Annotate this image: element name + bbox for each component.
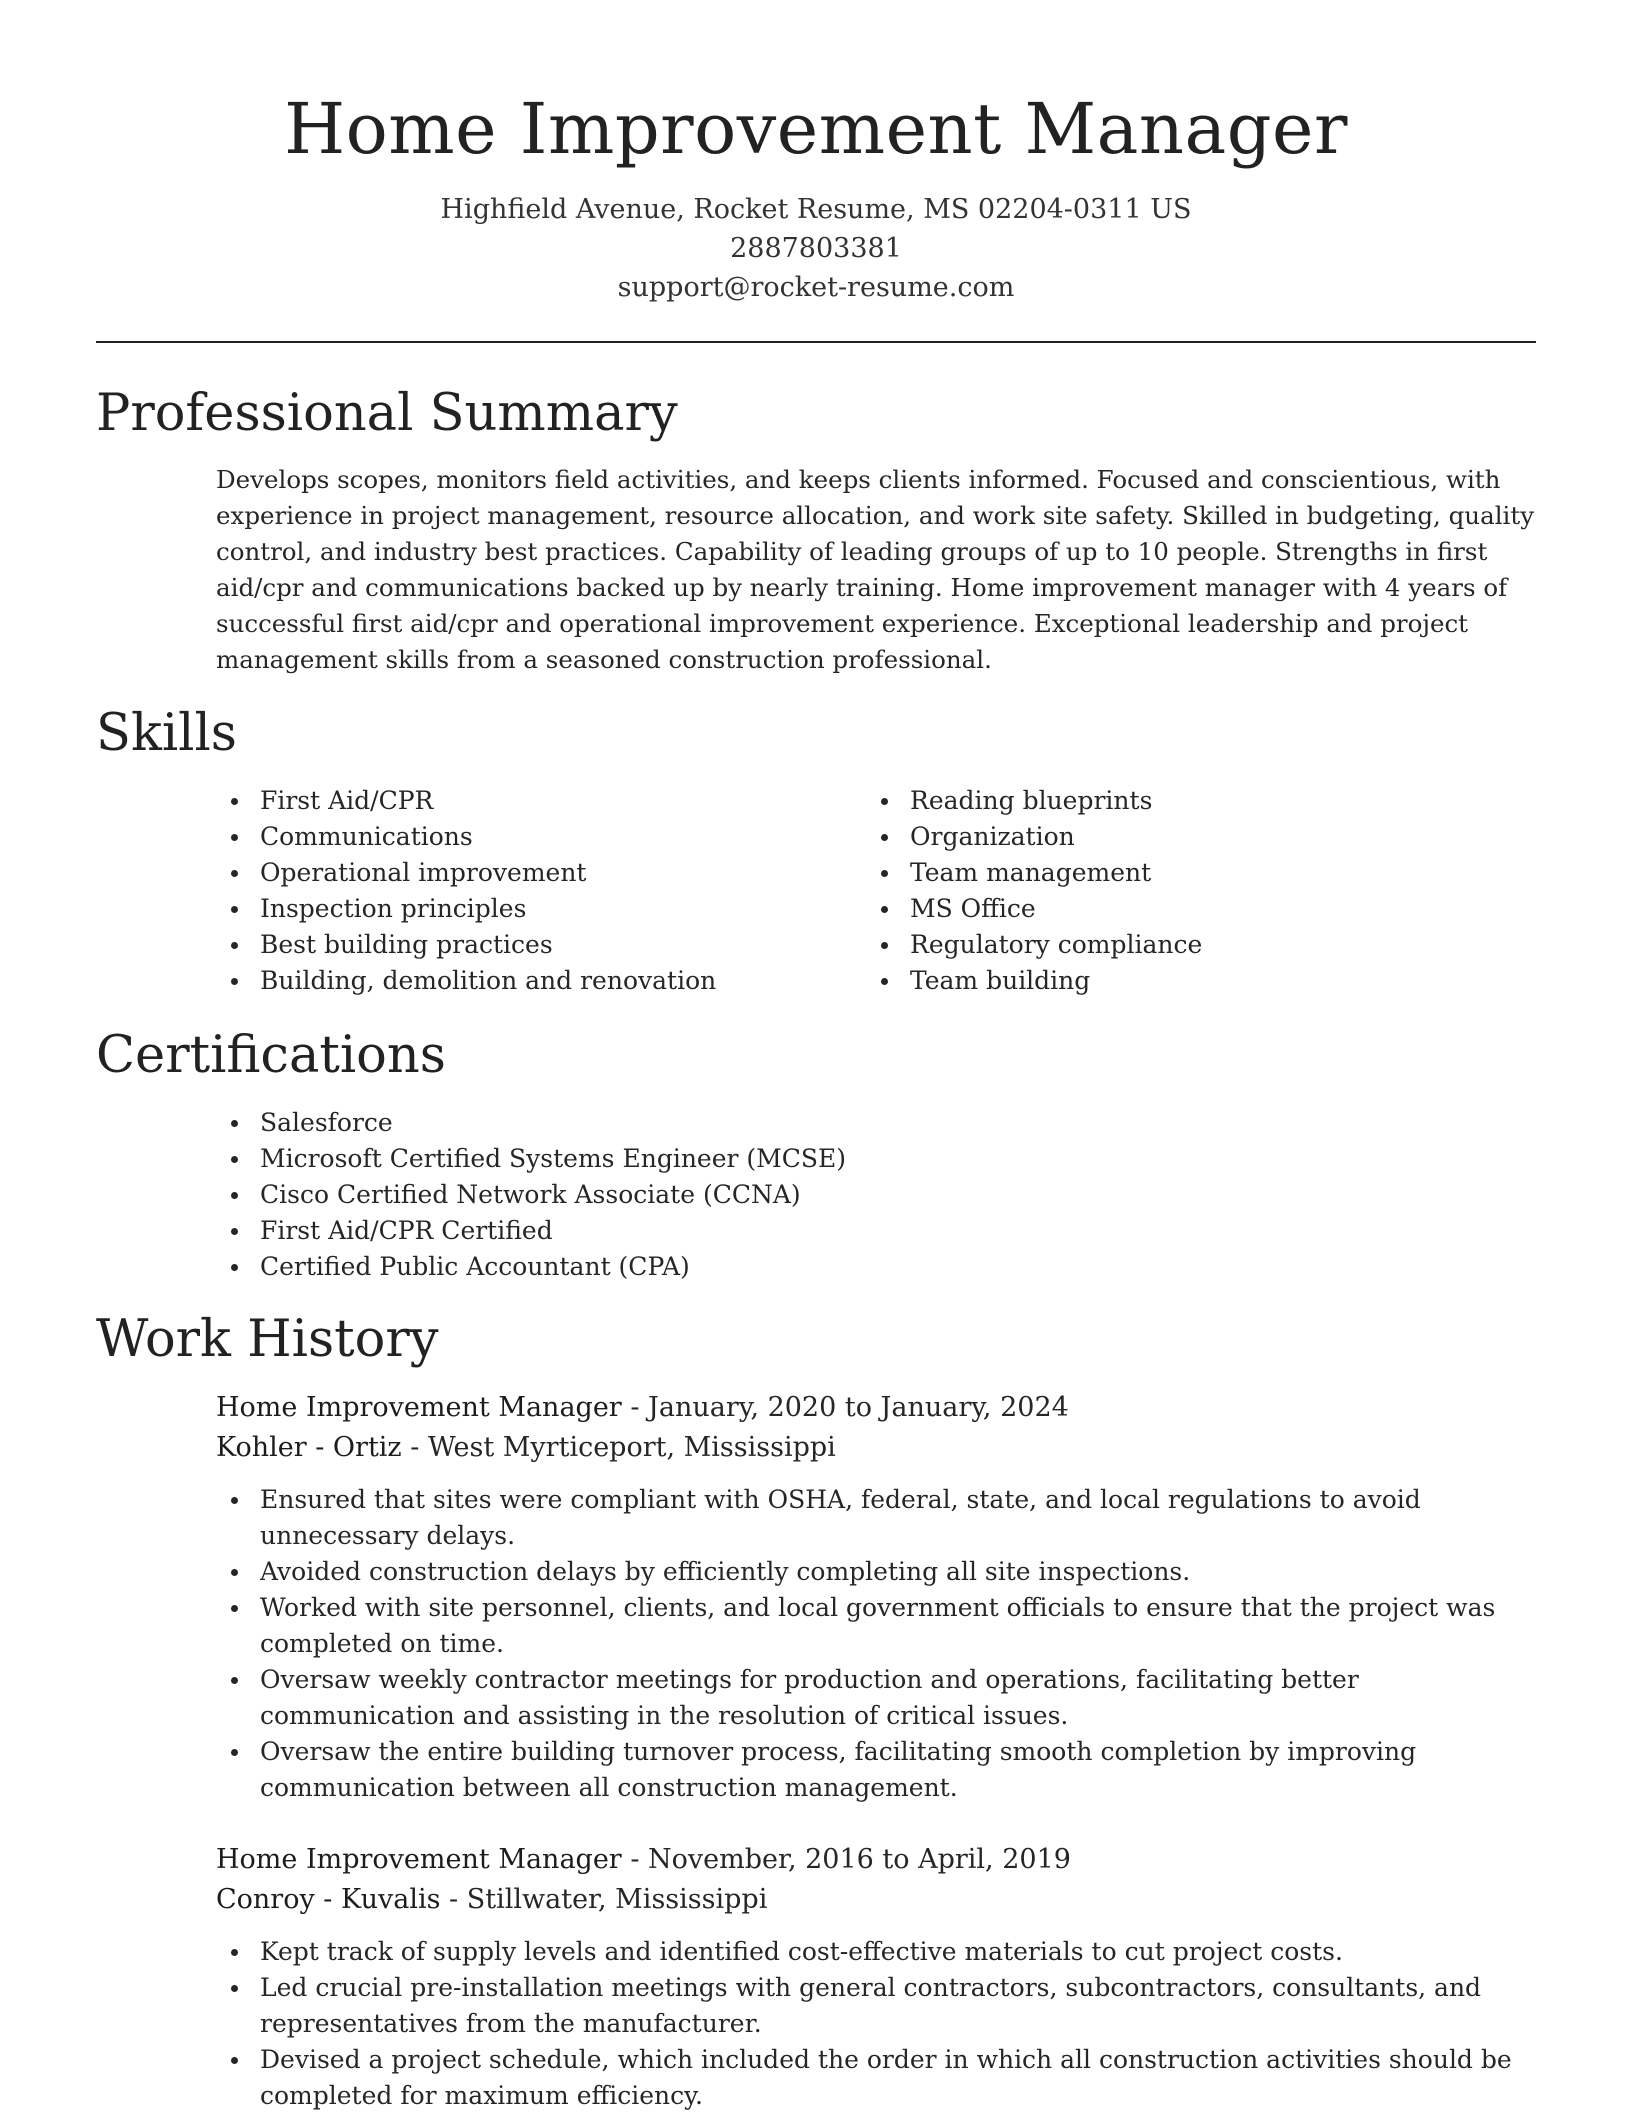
job-bullet: Avoided construction delays by efficiently completing all site inspections. [216,1554,1536,1590]
job-company: Conroy - Kuvalis [216,1884,441,1915]
skill-item: Reading blueprints [866,783,1466,819]
skills-list-right [866,783,1466,999]
certification-item: Microsoft Certified Systems Engineer (MCSE) [216,1141,1536,1177]
job-title-line [216,1840,1536,1880]
certifications-list [216,1105,1536,1285]
skill-item: Building, demolition and renovation [216,963,816,999]
job-location: West Myrticeport, Mississippi [427,1432,836,1463]
candidate-name: Home Improvement Manager [284,88,1348,170]
work-history-heading: Work History [96,1310,439,1369]
skill-item: Organization [866,819,1466,855]
job-role: Home Improvement Manager [216,1392,622,1423]
job-title-line [216,1388,1536,1428]
job-bullets [216,1482,1536,1806]
separator: - [449,1884,467,1915]
job-bullet: Worked with site personnel, clients, and local government officials to ensure that the project was completed on time. [216,1590,1536,1662]
separator: - [630,1392,649,1423]
certification-item: Cisco Certified Network Associate (CCNA) [216,1177,1536,1213]
job-location: Stillwater, Mississippi [466,1884,768,1915]
job-company-line [216,1880,1536,1920]
skill-item: Inspection principles [216,891,816,927]
certification-item: Salesforce [216,1105,1536,1141]
job-bullet: Devised a project schedule, which included the order in which all construction activities should be completed for maximum efficiency. [216,2042,1536,2114]
job-dates: November, 2016 to April, 2019 [648,1844,1071,1875]
job-company-line [216,1428,1536,1468]
phone: 2887803381 [730,233,902,264]
job-bullet: Ensured that sites were compliant with OSHA, federal, state, and local regulations to avoid unnecessary delays. [216,1482,1536,1554]
skill-item: Operational improvement [216,855,816,891]
separator: - [410,1432,428,1463]
job-bullet: Oversaw weekly contractor meetings for production and operations, facilitating better communication and assisting in the resolution of critical issues. [216,1662,1536,1734]
header-divider [96,341,1536,343]
contact-block [0,190,1632,307]
skill-item: Team building [866,963,1466,999]
skill-item: Team management [866,855,1466,891]
job-bullets [216,1934,1536,2114]
summary-heading: Professional Summary [96,384,678,443]
job-entry [216,1388,1536,1806]
job-bullet: Oversaw the entire building turnover process, facilitating smooth completion by improving communication between all construction management. [216,1734,1536,1806]
job-bullet: Kept track of supply levels and identified cost-effective materials to cut project costs. [216,1934,1536,1970]
separator: - [630,1844,649,1875]
job-dates: January, 2020 to January, 2024 [648,1392,1069,1423]
email: support@rocket-resume.com [617,272,1015,303]
skill-item: MS Office [866,891,1466,927]
skill-item: Communications [216,819,816,855]
summary-text: Develops scopes, monitors field activities, and keeps clients informed. Focused and conscientious, with experience in project management, resource allocation, and work site safety. Skilled in budgeting, quality control, and industry best practices. Capability of leading groups of up to 10 people. Strengths in first aid/cpr and communications backed up by nearly training. Home improvement manager with 4 years of successful first aid/cpr and operational improvement experience. Exceptional leadership and project management skills from a seasoned construction professional. [216,465,1535,674]
job-entry [216,1840,1536,2114]
skills-list-left [216,783,816,999]
skill-item: Best building practices [216,927,816,963]
skill-item: First Aid/CPR [216,783,816,819]
resume-header [0,0,1632,307]
job-role: Home Improvement Manager [216,1844,622,1875]
certification-item: Certified Public Accountant (CPA) [216,1249,1536,1285]
job-company: Kohler - Ortiz [216,1432,402,1463]
skill-item: Regulatory compliance [866,927,1466,963]
certifications-heading: Certifications [96,1026,446,1085]
skills-heading: Skills [96,704,237,763]
job-bullet: Led crucial pre-installation meetings with general contractors, subcontractors, consultants, and representatives from the manufacturer. [216,1970,1536,2042]
certification-item: First Aid/CPR Certified [216,1213,1536,1249]
address: Highfield Avenue, Rocket Resume, MS 02204-0311 US [440,194,1192,225]
